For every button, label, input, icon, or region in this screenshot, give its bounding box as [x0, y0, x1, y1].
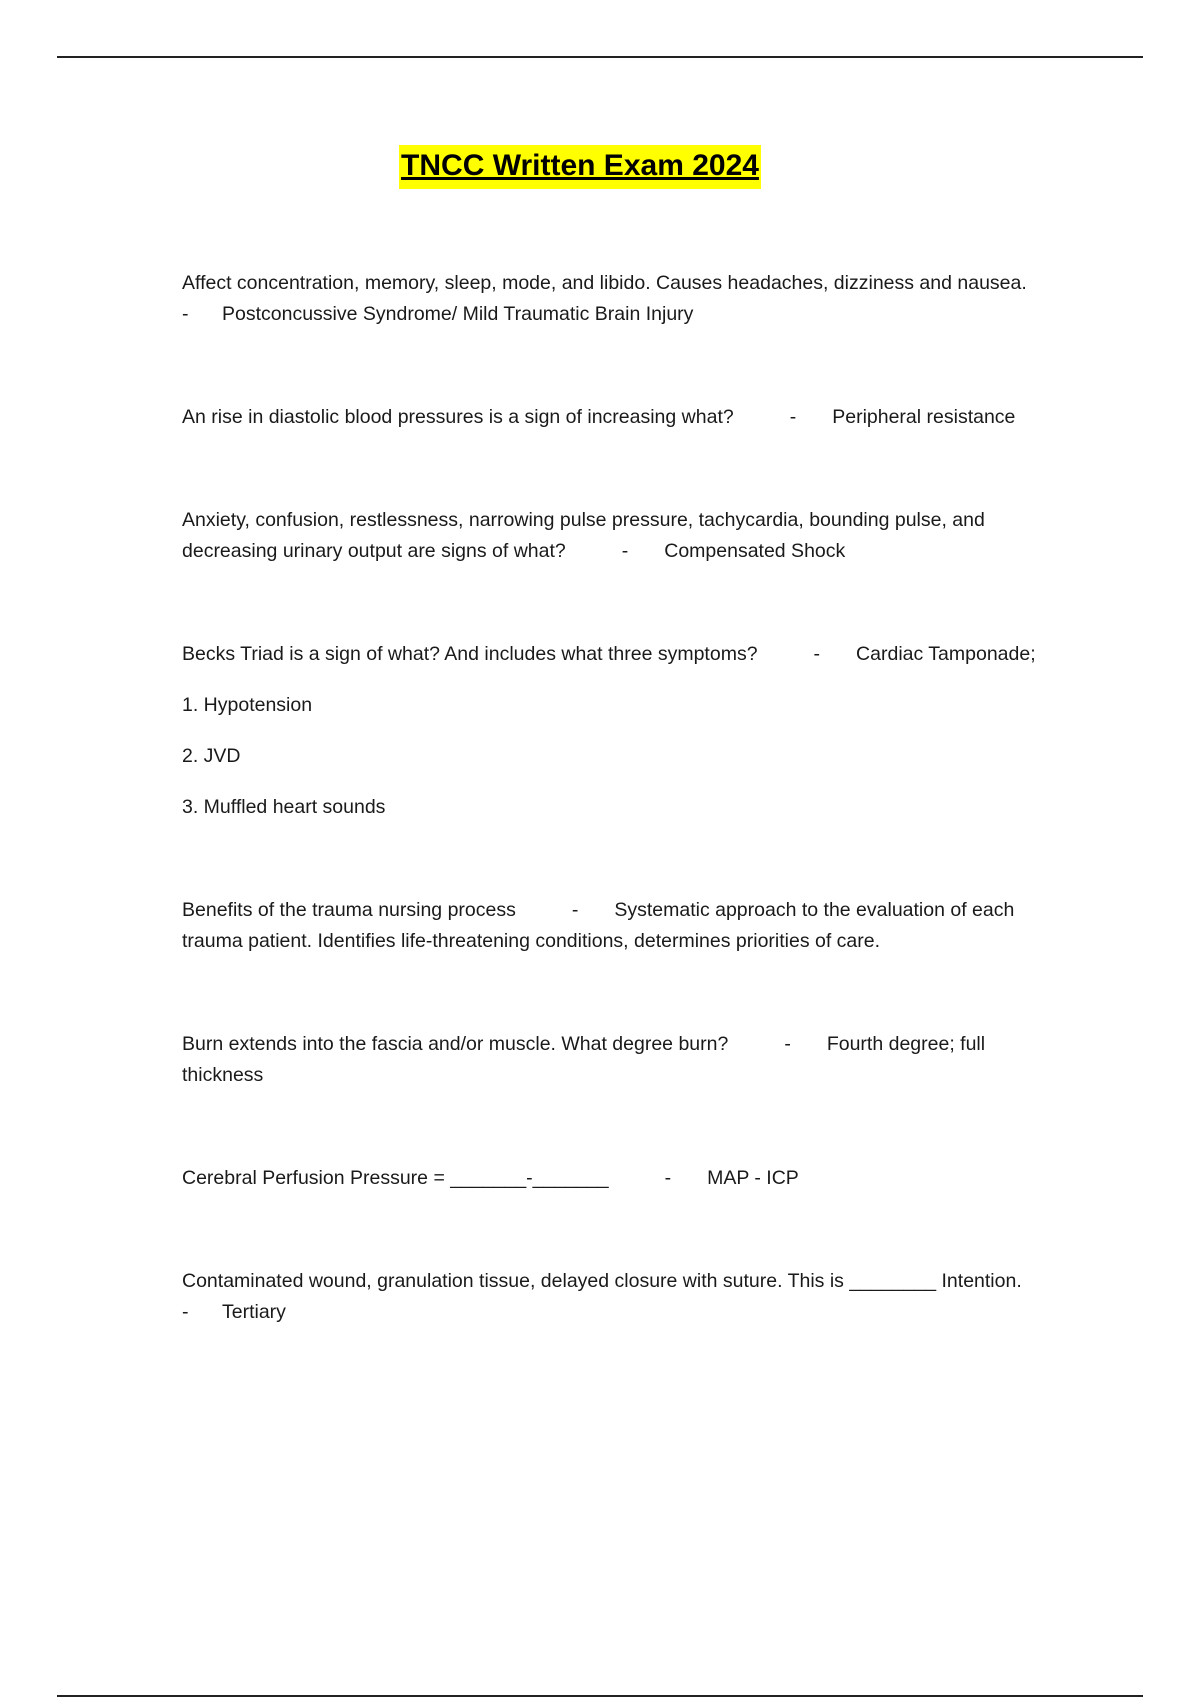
qa-item-2	[182, 402, 1062, 433]
answer-text: Tertiary	[222, 1301, 286, 1323]
list-item: 1. Hypotension	[182, 694, 313, 716]
question-answer-line	[182, 1163, 1062, 1194]
answer-dash: -	[571, 899, 579, 921]
question-text: Benefits of the trauma nursing process	[182, 899, 516, 921]
answer-text: Peripheral resistance	[832, 406, 1016, 428]
answer-text: Postconcussive Syndrome/ Mild Traumatic Brain Injury	[222, 303, 694, 325]
answer-dash: -	[182, 303, 189, 325]
question-text: Burn extends into the fascia and/or muscle. What degree burn?	[182, 1033, 729, 1055]
qa-item-8	[182, 1266, 1062, 1328]
answer-dash: -	[784, 1033, 791, 1055]
qa-item-6	[182, 1029, 1062, 1091]
question-answer-line	[182, 895, 1062, 957]
answer-dash: -	[813, 643, 821, 665]
answer-dash: -	[182, 1301, 189, 1323]
answer-line	[182, 1297, 1062, 1328]
qa-item-3	[182, 505, 1062, 567]
list-item: 3. Muffled heart sounds	[182, 796, 386, 818]
question-text: Affect concentration, memory, sleep, mode, and libido. Causes headaches, dizziness and nausea.	[182, 272, 1027, 294]
question-text: Becks Triad is a sign of what? And includes what three symptoms?	[182, 643, 758, 665]
title-container	[0, 145, 1160, 189]
answer-text: Fourth degree; full thickness	[182, 1033, 986, 1086]
header-rule	[57, 56, 1143, 58]
answer-line	[182, 299, 1062, 330]
question-text: Anxiety, confusion, restlessness, narrowing pulse pressure, tachycardia, bounding pulse, and decreasing urinary output are signs of what?	[182, 509, 985, 562]
answer-dash: -	[664, 1167, 672, 1189]
footer-rule	[57, 1695, 1143, 1697]
answer-dash: -	[621, 540, 629, 562]
list-item: 2. JVD	[182, 745, 241, 767]
question-text: Cerebral Perfusion Pressure = _______-_______	[182, 1167, 609, 1189]
qa-list	[182, 268, 1062, 1328]
question-answer-line	[182, 1029, 1062, 1091]
qa-item-4	[182, 639, 1062, 823]
question-answer-line	[182, 505, 1062, 567]
qa-item-7	[182, 1163, 1062, 1194]
qa-item-1	[182, 268, 1062, 330]
qa-item-5	[182, 895, 1062, 957]
question-text: An rise in diastolic blood pressures is a sign of increasing what?	[182, 406, 734, 428]
question-answer-line	[182, 639, 1062, 670]
question-answer-line	[182, 402, 1062, 433]
answer-dash: -	[789, 406, 797, 428]
answer-text: MAP - ICP	[707, 1167, 799, 1189]
answer-text: Cardiac Tamponade;	[856, 643, 1036, 665]
answer-text: Systematic approach to the evaluation of each trauma patient. Identifies life-threatening conditions, determines priorities of care.	[182, 899, 1015, 952]
page-title: TNCC Written Exam 2024	[399, 145, 761, 189]
answer-text: Compensated Shock	[664, 540, 846, 562]
question-text: Contaminated wound, granulation tissue, delayed closure with suture. This is ________ Intention.	[182, 1270, 1022, 1292]
